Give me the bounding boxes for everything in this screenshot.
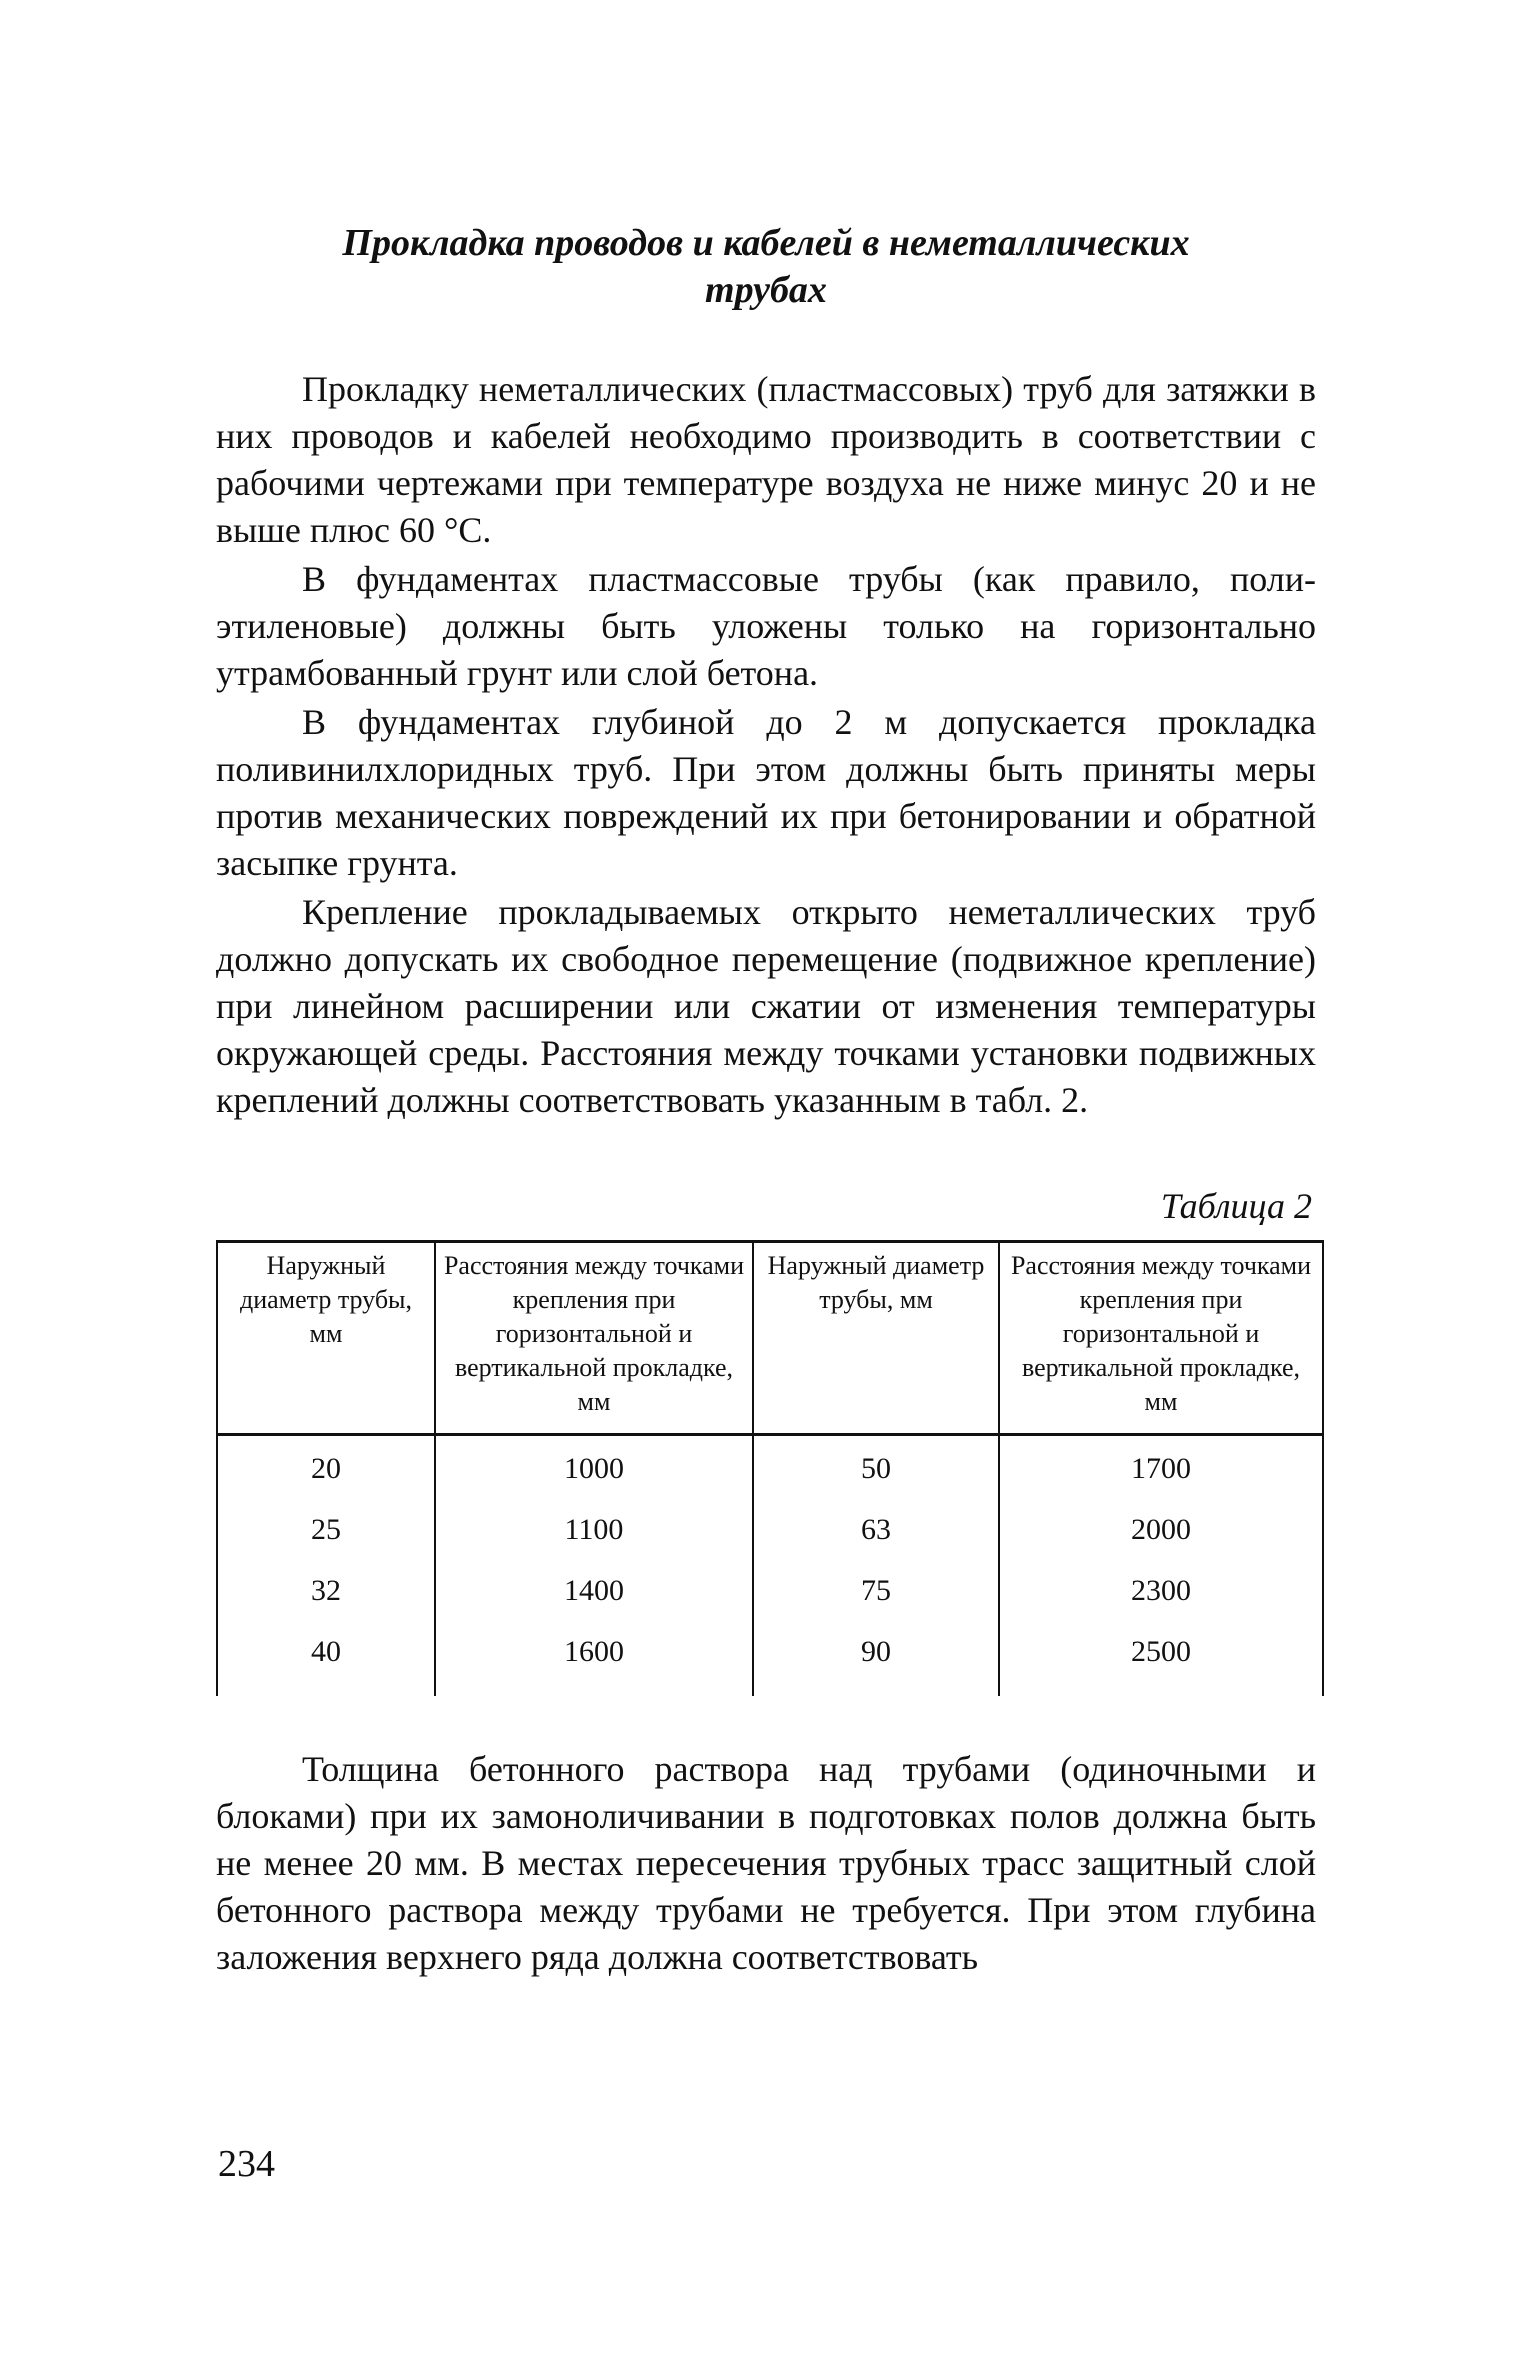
table-cell: 1000 (435, 1435, 753, 1500)
table-row (217, 1435, 1323, 1500)
section-heading-line-2: трубах (705, 269, 827, 311)
header-mount-distance-2: Расстояния между точками крепления при горизонтальной и вертикальной прокладке, мм (999, 1242, 1323, 1435)
section-heading-line-1: Прокладка проводов и кабелей в неметаллических (342, 222, 1190, 264)
table-cell: 20 (217, 1435, 435, 1500)
table-row (217, 1621, 1323, 1696)
page-body (216, 220, 1316, 1983)
table-cell: 40 (217, 1621, 435, 1696)
paragraph-4: Крепление прокладываемых открыто неметаллических труб должно допускать их свободное перемещение (подвижное крепление) при линейном расширении или сжатии от изменения температуры окружающей среды. Расстояния между точками установки подвижных креплений должны соответствовать указанным в табл. 2. (216, 892, 1316, 1120)
table-cell: 2300 (999, 1560, 1323, 1621)
table-cell: 2500 (999, 1621, 1323, 1696)
paragraph-5: Толщина бетонного раствора над трубами (одиночными и блоками) при их замоноличивании в подготовках полов должна быть не менее 20 мм. В местах пересечения трубных трасс защитный слой бетонного раствора между трубами не требуется. При этом глубина заложения верхнего ряда должна соответствовать (216, 1749, 1316, 1977)
table-cell: 1100 (435, 1499, 753, 1560)
table-caption: Таблица 2 (1160, 1186, 1312, 1226)
mounting-distance-table (216, 1240, 1324, 1696)
paragraph-1: Прокладку неметаллических (пластмассовых) труб для затяжки в них проводов и кабелей необходимо производить в соответствии с рабочими чертежами при температуре воздуха не ниже минус 20 и не выше плюс 60 °С. (216, 369, 1316, 550)
section-heading (216, 220, 1316, 314)
table-cell: 1600 (435, 1621, 753, 1696)
table-cell: 1400 (435, 1560, 753, 1621)
table-cell: 90 (753, 1621, 999, 1696)
page-number: 234 (218, 2143, 275, 2185)
table-row (217, 1499, 1323, 1560)
table-header-row (217, 1242, 1323, 1435)
table-cell: 2000 (999, 1499, 1323, 1560)
header-outer-diameter-2: Наружный диаметр трубы, мм (753, 1242, 999, 1435)
paragraph-3: В фундаментах глубиной до 2 м допускается прокладка поливинилхлоридных труб. При этом должны быть приняты меры против механических повреждений их при бетонировании и обратной засыпке грунта. (216, 702, 1316, 883)
table-cell: 75 (753, 1560, 999, 1621)
header-mount-distance-1: Расстояния между точками крепления при горизонтальной и вертикальной прокладке, мм (435, 1242, 753, 1435)
table-cell: 63 (753, 1499, 999, 1560)
table-row (217, 1560, 1323, 1621)
paragraph-2: В фундаментах пластмассовые трубы (как правило, полиэтиленовые) должны быть уложены только на горизонтально утрамбованный грунт или слой бетона. (216, 559, 1316, 693)
table-cell: 50 (753, 1435, 999, 1500)
table-cell: 25 (217, 1499, 435, 1560)
table-cell: 1700 (999, 1435, 1323, 1500)
header-outer-diameter-1: Наружный диаметр трубы, мм (217, 1242, 435, 1435)
table-cell: 32 (217, 1560, 435, 1621)
